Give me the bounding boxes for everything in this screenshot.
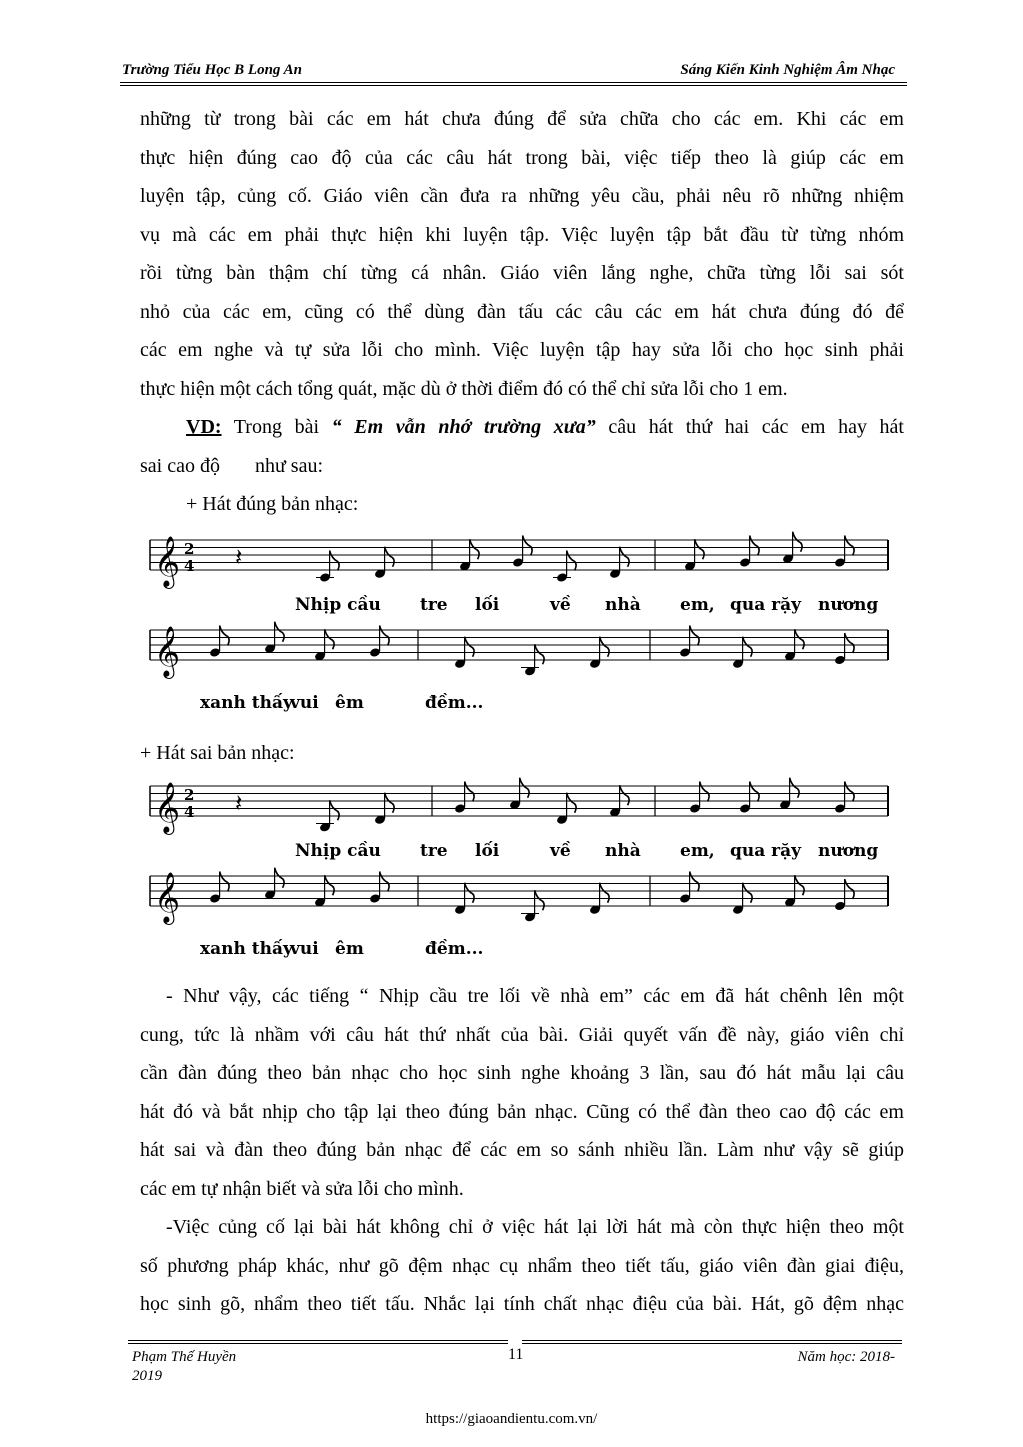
lyric-word: em, [680,841,715,861]
lyric-word: lối [475,841,500,861]
note-flag [620,547,630,567]
header-school: Trường Tiểu Học B Long An [122,62,302,78]
lyric-word: nương [818,595,879,615]
treble-clef-icon: 𝄞 [154,626,181,677]
example-text: Trong bài [221,416,332,438]
lyric-word: Nhịp cầu [295,841,381,861]
note-flag [750,782,760,802]
note-flag [220,626,230,646]
note-flag [845,633,855,653]
text-line: thực hiện một cách tổng quát, mặc dù ở thời điểm đó có thể chỉ sửa lỗi cho 1 em. [140,377,788,400]
text-line: sai cao độ như sau: [140,454,324,477]
source-url: https://giaoandientu.com.vn/ [425,1411,598,1427]
text-line: hát đó và bắt nhịp cho tập lại theo đúng bản nhạc. Cũng có thể đàn theo cao độ các em [140,1100,904,1123]
treble-clef-icon: 𝄞 [154,782,181,833]
footer-year-continued: 2019 [132,1368,162,1384]
note-flag [275,868,285,888]
lyric-word: về [550,595,571,615]
note-flag [795,875,805,895]
note-flag [330,800,340,820]
text-line: rồi từng bàn thậm chí từng cá nhân. Giáo viên lắng nghe, chữa từng lỗi sai sót [140,262,904,284]
header-rule [120,82,907,83]
header-title: Sáng Kiến Kinh Nghiệm Âm Nhạc [680,62,895,78]
wrong-label: + Hát sai bản nhạc: [140,742,295,764]
note-flag [220,872,230,892]
note-flag [535,890,545,910]
time-signature-bottom: 4 [184,803,195,821]
note-flag [325,629,335,649]
text-line: -Việc củng cố lại bài hát không chỉ ở việc hát lại lời hát mà còn thực hiện theo một [166,1216,904,1238]
note-flag [750,536,760,556]
note-flag [620,785,630,805]
note-flag [600,637,610,657]
song-title: “ Em vẫn nhớ trường xưa” [331,416,596,438]
sheet-wrong [140,776,892,976]
paragraph-1 [140,100,904,524]
lyric-word: nương [818,841,879,861]
example-text: câu hát thứ hai các em hay hát [595,416,904,438]
lyric-word: vui [290,939,319,959]
note-flag [520,778,530,798]
note-flag [385,793,395,813]
footer-author: Phạm Thế Huyền [132,1349,237,1365]
time-signature-bottom: 4 [184,557,195,575]
footer-year: Năm học: 2018- [797,1349,895,1365]
lyric-word: xanh thấy [200,939,293,959]
note-flag [743,883,753,903]
lyric-word: em, [680,595,715,615]
note-flag [470,539,480,559]
note-flag [845,879,855,899]
example-label: VD: [186,416,222,438]
note-flag [465,782,475,802]
treble-clef-icon: 𝄞 [154,872,181,923]
lyric-word: qua rặy [730,841,802,861]
time-signature-top: 2 [184,786,195,804]
text-line: những từ trong bài các em hát chưa đúng để sửa chữa cho các em. Khi các em [140,108,904,130]
lyric-word: qua rặy [730,595,802,615]
text-line: hát sai và đàn theo đúng bản nhạc để các em so sánh nhiều lần. Làm như vậy sẽ giúp [140,1139,904,1161]
lyric-word: xanh thấy [200,693,293,713]
lyric-word: nhà [605,841,641,861]
lyric-word: đềm... [425,939,484,959]
sheet-music-wrong [140,776,892,976]
treble-clef-icon: 𝄞 [154,536,181,587]
text-line: cung, tức là nhầm với câu hát thứ nhất của bài. Giải quyết vấn đề này, giáo viên chỉ [140,1023,904,1046]
note-flag [790,778,800,798]
note-flag [330,551,340,571]
text-line: vụ mà các em phải thực hiện khi luyện tập. Việc luyện tập bắt đầu từ từng nhóm [140,223,904,246]
note-flag [795,629,805,649]
wrong-label-wrap [140,734,904,773]
lyric-word: vui [290,693,319,713]
sheet-music-correct [140,530,892,730]
note-flag [600,883,610,903]
lyric-word: êm [335,939,364,959]
page-number: 11 [508,1346,524,1363]
note-flag [465,637,475,657]
time-signature-top: 2 [184,540,195,558]
correct-label: + Hát đúng bản nhạc: [186,493,359,515]
text-line: các em nghe và tự sửa lỗi cho mình. Việc luyện tập hay sửa lỗi cho học sinh phải [140,339,904,361]
note-flag [695,539,705,559]
text-line: học sinh gõ, nhẩm theo tiết tấu. Nhắc lại tính chất nhạc điệu của bài. Hát, gõ đệm nhạc [140,1293,904,1315]
text-line: thực hiện đúng cao độ của các câu hát trong bài, việc tiếp theo là giúp các em [140,146,904,169]
note-flag [385,547,395,567]
note-flag [700,782,710,802]
header-rule-thin [120,85,907,86]
text-line: các em tự nhận biết và sửa lỗi cho mình. [140,1177,464,1200]
quarter-rest-icon: 𝄽 [235,789,243,817]
note-flag [743,637,753,657]
note-flag [690,872,700,892]
note-flag [380,626,390,646]
lyric-word: đềm... [425,693,484,713]
lyric-word: nhà [605,595,641,615]
footer-rule-left-thin [128,1343,508,1344]
footer-rule-left [128,1340,508,1341]
note-flag [465,883,475,903]
footer-rule-right-thin [522,1343,902,1344]
sheet-correct [140,530,892,730]
note-flag [325,875,335,895]
lyric-word: về [550,841,571,861]
footer-rule-right [522,1340,902,1341]
lyric-word: tre [420,841,448,861]
lyric-word: lối [475,595,500,615]
lyric-word: tre [420,595,448,615]
lyric-word: Nhịp cầu [295,595,381,615]
paragraph-2 [140,977,904,1324]
text-line: - Như vậy, các tiếng “ Nhịp cầu tre lối về nhà em” các em đã hát chênh lên một [166,985,904,1007]
text-line: nhỏ của các em, cũng có thể dùng đàn tấu các câu các em hát chưa đúng đó để [140,300,904,323]
note-flag [845,536,855,556]
note-flag [523,536,533,556]
lyric-word: êm [335,693,364,713]
note-flag [845,782,855,802]
note-flag [567,793,577,813]
note-flag [535,644,545,664]
note-flag [793,532,803,552]
note-flag [380,872,390,892]
text-line: luyện tập, củng cố. Giáo viên cần đưa ra những yêu cầu, phải nêu rõ những nhiệm [140,185,904,207]
quarter-rest-icon: 𝄽 [235,543,243,571]
note-flag [690,626,700,646]
example-line [140,408,904,447]
text-line: cần đàn đúng theo bản nhạc cho học sinh nghe khoảng 3 lần, sau đó hát mẫu lại câu [140,1062,904,1084]
note-flag [567,551,577,571]
text-line: số phương pháp khác, như gõ đệm nhạc cụ nhẩm theo tiết tấu, giáo viên đàn giai điệu, [140,1254,904,1277]
note-flag [275,622,285,642]
